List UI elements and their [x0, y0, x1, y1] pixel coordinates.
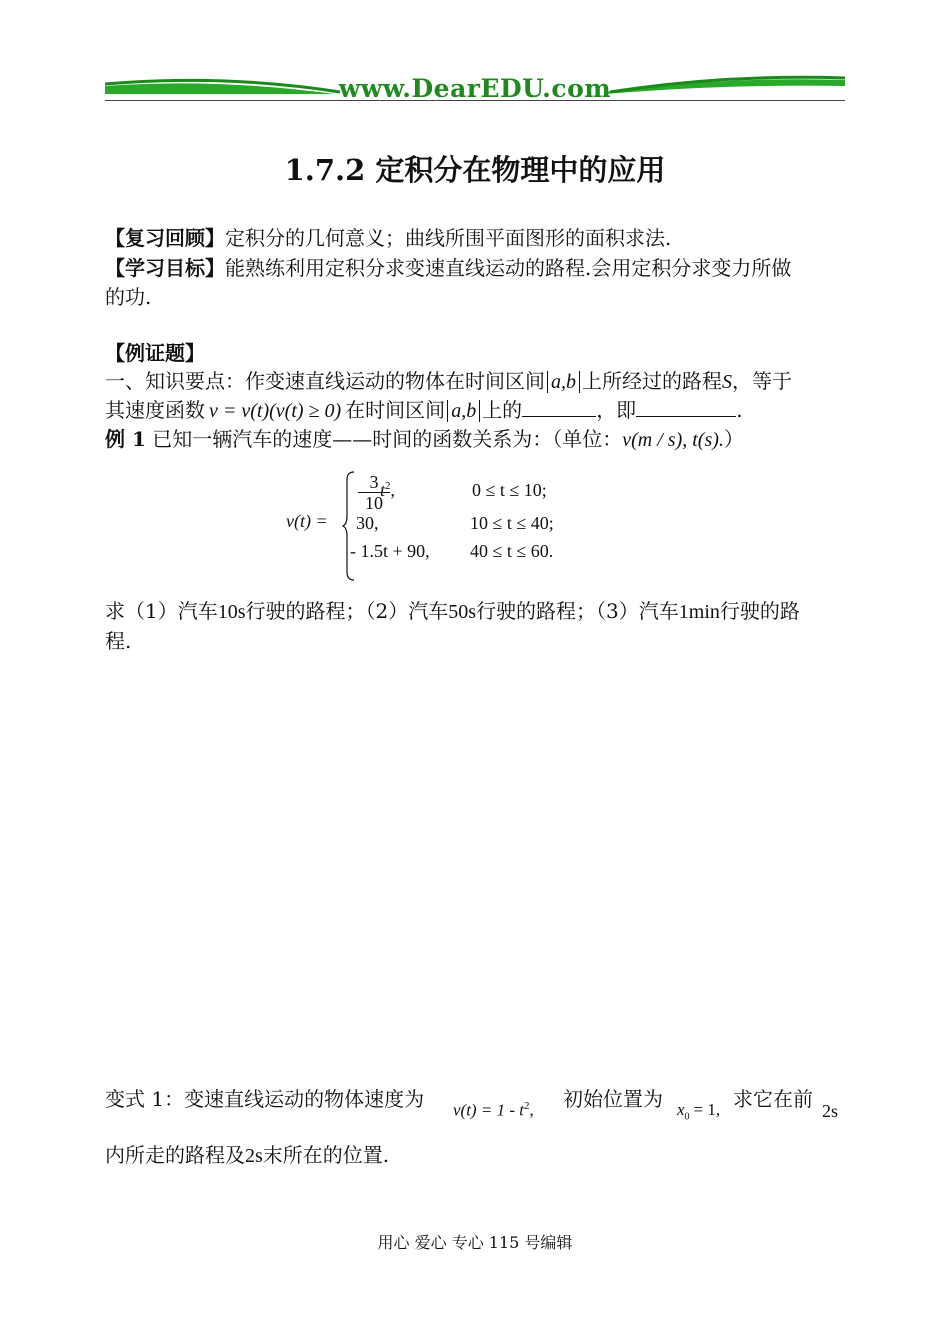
case-1-expr [380, 480, 395, 501]
knowledge-text: 上的 [482, 398, 523, 422]
variant1-velocity-comma: , [529, 1100, 534, 1120]
case-1-comma: , [390, 480, 396, 500]
knowledge-text: . [736, 398, 743, 422]
variant1-velocity-expr: v(t) = 1 - t [453, 1100, 524, 1120]
interval-ab: a,b [547, 371, 580, 393]
examples-heading: 【例证题】 [105, 341, 205, 365]
question-text: 行驶的路程；（2）汽车 [245, 599, 449, 623]
case-3-expr: - 1.5t + 90, [350, 541, 430, 561]
variant1-initial-position [677, 1100, 720, 1122]
variant1-line-1 [105, 1085, 424, 1113]
answer-blank [636, 396, 736, 417]
case-1-var: t [380, 480, 386, 500]
example1-line [105, 425, 744, 454]
variant1-time: 2s [245, 1145, 263, 1167]
goal-line-2 [105, 283, 151, 311]
piecewise-lhs [286, 511, 328, 532]
variant1-text: 变式 1：变速直线运动的物体速度为 [105, 1087, 425, 1111]
goal-text-1: 能熟练利用定积分求变速直线运动的路程.会用定积分求变力所做 [225, 256, 792, 280]
knowledge-text: 一、知识要点：作变速直线运动的物体在时间区间 [105, 369, 545, 393]
variant1-time: 2s [822, 1101, 839, 1121]
case-1-exponent: 2 [385, 480, 391, 492]
case-2-cond: 10 ≤ t ≤ 40; [470, 513, 554, 533]
velocity-function: v = v(t)(v(t) ≥ 0) [209, 400, 342, 422]
knowledge-text: 在时间区间 [345, 398, 446, 422]
variant1-x0-value: = 1, [693, 1100, 721, 1119]
knowledge-text: 其速度函数 [105, 398, 205, 422]
example1-text: 已知一辆汽车的速度——时间的函数关系为：（单位： [152, 427, 623, 451]
site-logo-text: www.DearEDU.com [338, 74, 612, 103]
question-value: 10s [217, 601, 246, 623]
piecewise-lhs-text: v(t) = [286, 511, 328, 531]
page-footer: 用心 爱心 专心 115 号编辑 [377, 1233, 573, 1252]
variant1-velocity [453, 1100, 534, 1121]
review-line [105, 224, 671, 252]
variant1-text: 末所在的位置. [262, 1143, 390, 1167]
review-label: 【复习回顾】 [105, 226, 225, 250]
header-divider [105, 100, 845, 101]
page-title: 1.7.2 定积分在物理中的应用 [284, 153, 666, 187]
variant1-x0-subscript: 0 [684, 1111, 690, 1123]
question-value: 50s [448, 601, 477, 623]
question-value: 1min [678, 601, 720, 623]
case-2-expr: 30, [356, 513, 379, 533]
example1-units: v(m / s), t(s). [622, 429, 724, 451]
question-text: 行驶的路程；（3）汽车 [476, 599, 679, 623]
interval-ab: a,b [447, 400, 480, 422]
goal-label: 【学习目标】 [105, 256, 225, 280]
fraction-numerator: 3 [369, 472, 379, 492]
knowledge-line-1 [105, 367, 792, 396]
knowledge-text: ，等于 [732, 369, 792, 393]
review-text: 定积分的几何意义；曲线所围平面图形的面积求法. [225, 226, 672, 250]
question-text: 求（1）汽车 [105, 599, 218, 623]
variant1-text: 内所走的路程及 [105, 1143, 245, 1167]
knowledge-line-2 [105, 396, 743, 425]
knowledge-text: 上所经过的路程 [582, 369, 722, 393]
variant1-line-2 [105, 1141, 389, 1170]
knowledge-text: ，即 [596, 398, 637, 422]
question-line-1 [105, 597, 800, 626]
question-line-2: 程. [105, 629, 132, 653]
goal-line-1 [105, 254, 791, 282]
variant1-ask: 求它在前 [733, 1087, 813, 1111]
case-1-cond: 0 ≤ t ≤ 10; [472, 480, 547, 500]
example1-label: 例 1 [105, 427, 146, 451]
case-3-cond: 40 ≤ t ≤ 60. [470, 541, 554, 561]
example1-text: ） [723, 427, 744, 451]
path-symbol: S [722, 371, 732, 393]
variant1-x0: x [677, 1100, 685, 1119]
question-text: 行驶的路 [719, 599, 800, 623]
fraction-denominator: 10 [365, 493, 383, 513]
variant1-velocity-exponent: 2 [523, 1100, 530, 1112]
variant1-initial-label: 初始位置为 [563, 1087, 663, 1111]
goal-text-2: 的功. [105, 285, 152, 309]
answer-blank [522, 396, 596, 417]
